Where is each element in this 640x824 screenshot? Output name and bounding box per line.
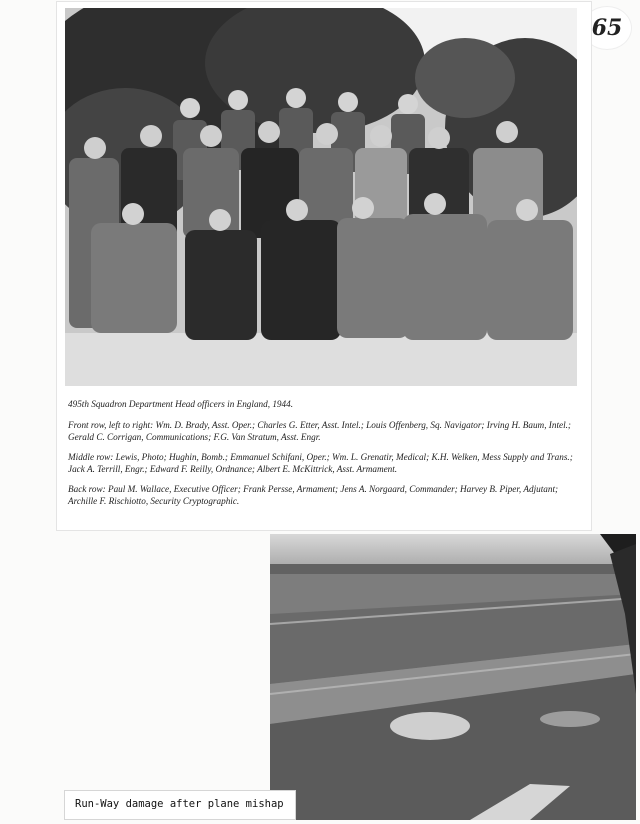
caption-front-row: Front row, left to right: Wm. D. Brady, Asst. Oper.; Charles G. Etter, Asst. Intel.; Louis Offenberg, Sq. Navigator; Irving H. Baum, Intel.; Gerald C. Corrigan, Communications; F.G. Van Stratum, Asst. Engr.: [68, 420, 571, 442]
group-photo: [65, 8, 577, 386]
page-number: 65: [582, 6, 632, 50]
caption: [68, 398, 582, 515]
group-photo-image: [65, 8, 577, 386]
aerial-label: Run-Way damage after plane mishap: [75, 798, 284, 810]
caption-title: 495th Squadron Department Head officers in England, 1944.: [68, 399, 293, 409]
aerial-label-card: [64, 790, 296, 820]
caption-back-row: Back row: Paul M. Wallace, Executive Officer; Frank Persse, Armament; Jens A. Norgaard, Commander; Harvey B. Piper, Adjutant; Archille F. Rischiotto, Security Cryptographic.: [68, 484, 559, 506]
caption-middle-row: Middle row: Lewis, Photo; Hughin, Bomb.; Emmanuel Schifani, Oper.; Wm. L. Grenatir, Medical; K.H. Welken, Mess Supply and Trans.; Jack A. Terrill, Engr.; Edward F. Reilly, Ordnance; Albert E. McKittrick, Asst. Armament.: [68, 452, 573, 474]
aerial-photo-image: [270, 534, 636, 820]
aerial-photo: [270, 534, 636, 820]
